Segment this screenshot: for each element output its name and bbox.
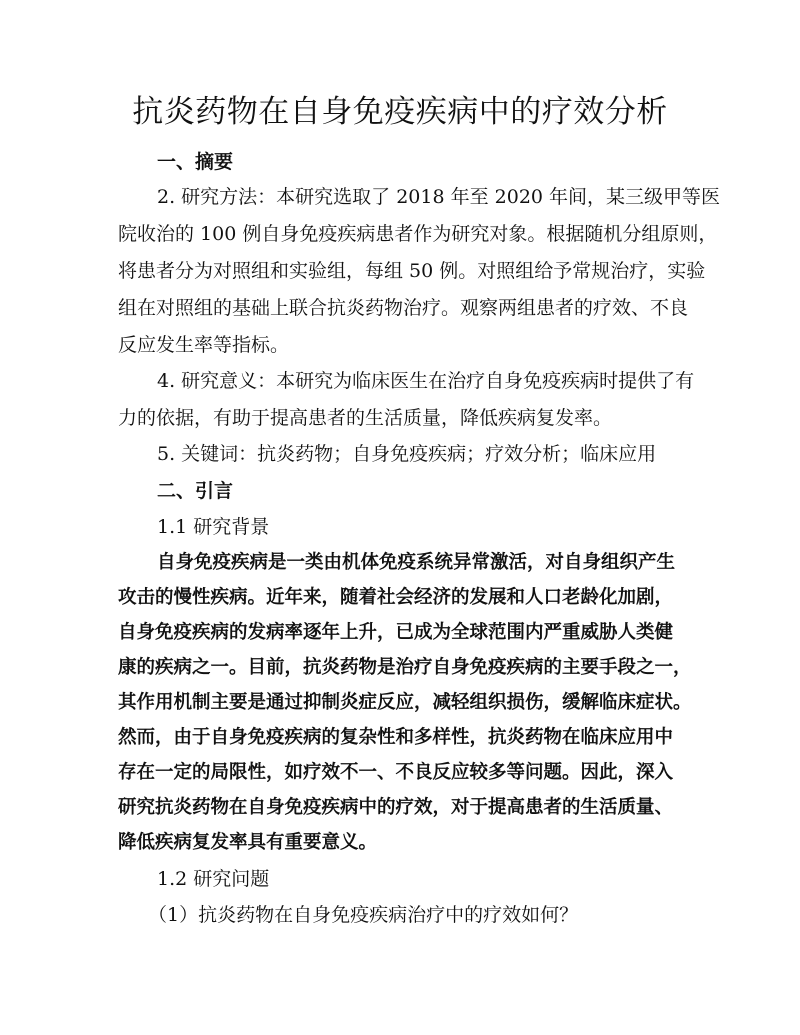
introduction-heading: 二、引言	[157, 480, 234, 502]
background-line: 自身免疫疾病的发病率逐年上升，已成为全球范围内严重威胁人类健	[118, 622, 674, 643]
background-line: 然而，由于自身免疫疾病的复杂性和多样性，抗炎药物在临床应用中	[118, 727, 674, 748]
background-line: 康的疾病之一。目前，抗炎药物是治疗自身免疫疾病的主要手段之一，	[118, 657, 692, 678]
background-line: 存在一定的局限性，如疗效不一、不良反应较多等问题。因此，深入	[118, 762, 674, 783]
methods-line: 反应发生率等指标。	[118, 334, 290, 356]
background-heading: 1.1 研究背景	[157, 516, 270, 538]
keywords-line: 5. 关键词：抗炎药物；自身免疫疾病；疗效分析；临床应用	[157, 443, 657, 465]
background-line: 攻击的慢性疾病。近年来，随着社会经济的发展和人口老龄化加剧，	[118, 587, 674, 608]
significance-line: 4. 研究意义：本研究为临床医生在治疗自身免疫疾病时提供了有	[157, 370, 695, 392]
question-item: （1）抗炎药物在自身免疫疾病治疗中的疗效如何？	[148, 904, 579, 926]
methods-line: 将患者分为对照组和实验组，每组 50 例。对照组给予常规治疗，实验	[118, 260, 706, 282]
background-line: 其作用机制主要是通过抑制炎症反应，减轻组织损伤，缓解临床症状。	[118, 692, 692, 713]
background-line: 自身免疫疾病是一类由机体免疫系统异常激活，对自身组织产生	[157, 552, 676, 573]
questions-heading: 1.2 研究问题	[157, 868, 270, 890]
background-line: 降低疾病复发率具有重要意义。	[118, 832, 378, 853]
significance-line: 力的依据，有助于提高患者的生活质量，降低疾病复发率。	[118, 407, 613, 429]
abstract-heading: 一、摘要	[157, 151, 234, 173]
methods-line: 2. 研究方法：本研究选取了 2018 年至 2020 年间，某三级甲等医	[157, 186, 721, 208]
document-title: 抗炎药物在自身免疫疾病中的疗效分析	[132, 94, 668, 130]
methods-line: 院收治的 100 例自身免疫疾病患者作为研究对象。根据随机分组原则，	[118, 223, 718, 245]
methods-line: 组在对照组的基础上联合抗炎药物治疗。观察两组患者的疗效、不良	[118, 297, 689, 319]
background-line: 研究抗炎药物在自身免疫疾病中的疗效，对于提高患者的生活质量、	[118, 797, 674, 818]
